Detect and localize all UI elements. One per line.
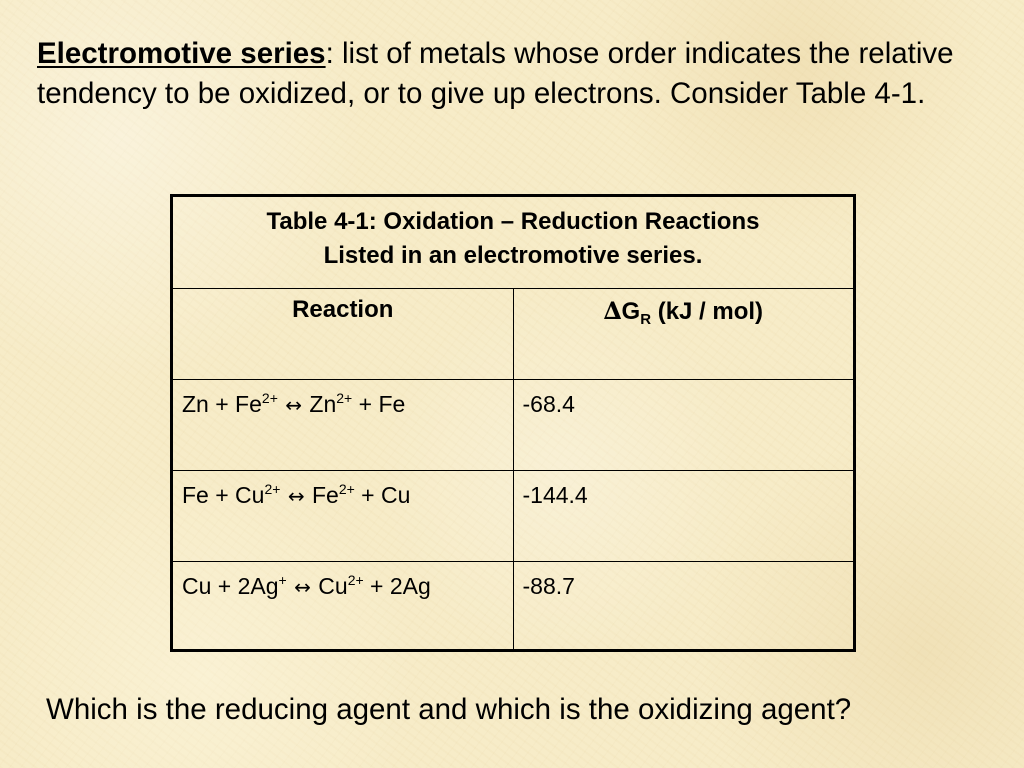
table-row (173, 380, 853, 471)
caption-line-1: Table 4-1: Oxidation – Reduction Reactions (266, 208, 760, 235)
electromotive-table (170, 194, 856, 652)
term-heading: Electromotive series (37, 37, 326, 70)
table-row (173, 562, 853, 653)
delta-g-cell: -68.4 (513, 380, 853, 471)
caption-row (173, 197, 853, 289)
g-subscript: R (640, 311, 652, 328)
caption-line-2: Listed in an electromotive series. (323, 242, 703, 269)
table-caption (173, 197, 853, 289)
reaction-cell: Cu + 2Ag+ ↔ $Cu^{2+} + 2Ag$ (173, 562, 513, 653)
delta-g-cell: -144.4 (513, 471, 853, 562)
double-arrow-icon: ↔ (294, 575, 311, 599)
double-arrow-icon: ↔ (287, 484, 305, 508)
table-row (173, 471, 853, 562)
reaction-table (173, 197, 853, 652)
intro-paragraph (37, 34, 997, 114)
double-arrow-icon: ↔ (285, 393, 303, 417)
column-header-delta-g (513, 289, 853, 380)
header-row (173, 289, 853, 380)
delta-g-cell: -88.7 (513, 562, 853, 653)
g-symbol: G (621, 298, 641, 325)
units-label: (kJ / mol) (651, 298, 764, 325)
term-definition: : list of metals whose order indicates the relative tendency to be oxidized, or to give up electrons. Consider Table 4-1. (37, 37, 954, 110)
question-text: Which is the reducing agent and which is the oxidizing agent? (46, 693, 852, 726)
reaction-cell: $Fe + Cu^{2+}$ ↔ $Fe^{2+} + Cu$ (173, 471, 513, 562)
column-header-reaction: Reaction (173, 289, 513, 380)
reaction-cell: $Zn + Fe^{2+}$ ↔ $Zn^{2+} + Fe$ (173, 380, 513, 471)
delta-symbol: ∆ (603, 296, 622, 325)
